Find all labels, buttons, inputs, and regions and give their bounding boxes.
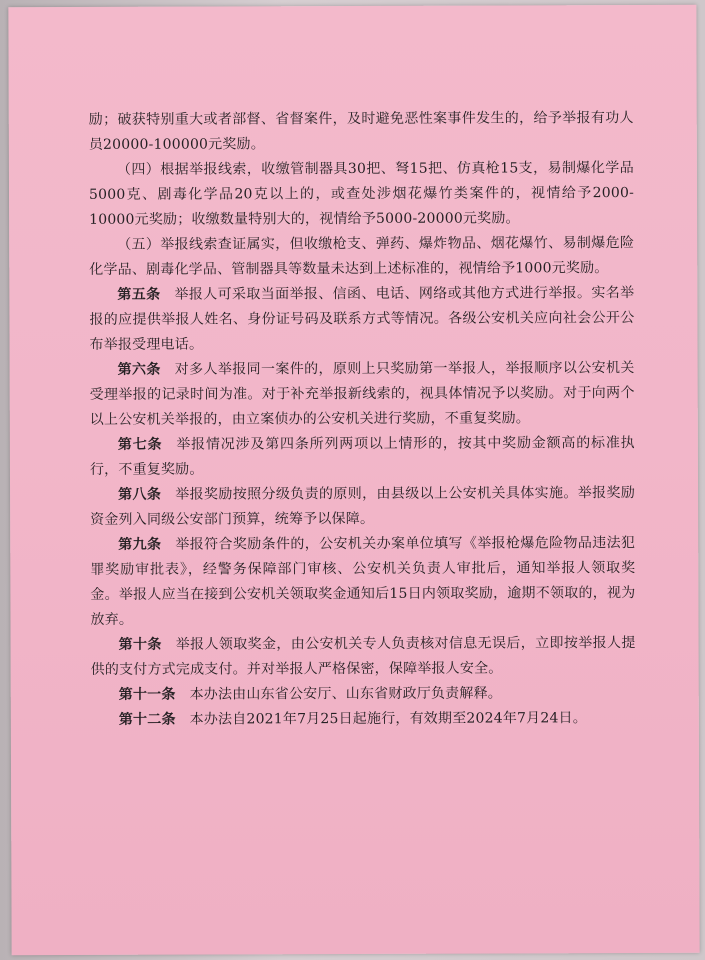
article-eight bbox=[90, 481, 635, 533]
pink-paper-sheet bbox=[8, 5, 699, 955]
paragraph-text: 举报人可采取当面举报、信函、电话、网络或其他方式进行举报。实名举报的应提供举报人姓名、身份证号码及联系方式等情况。各级公安机关应向社会公开公布举报受理电话。 bbox=[89, 285, 635, 353]
article-nine bbox=[90, 531, 635, 633]
article-heading: 第十条 bbox=[118, 636, 162, 653]
paragraph-text: 举报奖励按照分级负责的原则，由县级以上公安机关具体实施。举报奖励资金列入同级公安部门预算，统筹予以保障。 bbox=[90, 485, 636, 528]
paragraph-item-five bbox=[89, 231, 634, 283]
paragraph-item-four bbox=[89, 156, 634, 233]
paragraph-text: 励；破获特别重大或者部督、省督案件，及时避免恶性案事件发生的，给予举报有功人员20000-100000元奖励。 bbox=[88, 110, 634, 153]
paragraph-text: 举报情况涉及第四条所列两项以上情形的，按其中奖励金额高的标准执行，不重复奖励。 bbox=[89, 435, 635, 478]
paragraph-text: 本办法由山东省公安厅、山东省财政厅负责解释。 bbox=[189, 685, 502, 703]
paragraph-text: 举报符合奖励条件的，公安机关办案单位填写《举报枪爆危险物品违法犯罪奖励审批表》，经警务保障部门审核、公安机关负责人审批后，通知举报人领取奖金。举报人应当在接到公安机关领取奖金通知后15日内领取奖励，逾期不领取的，视为放弃。 bbox=[90, 535, 636, 628]
article-ten bbox=[91, 631, 636, 683]
article-heading: 第十二条 bbox=[118, 711, 176, 728]
article-six bbox=[90, 356, 635, 433]
article-heading: 第七条 bbox=[117, 436, 163, 453]
article-heading: 第六条 bbox=[117, 361, 161, 378]
paragraph-reward-continuation bbox=[89, 106, 634, 158]
article-twelve bbox=[91, 706, 636, 733]
article-heading: 第十一条 bbox=[118, 686, 176, 703]
paragraph-text: （五）举报线索查证属实，但收缴枪支、弹药、爆炸物品、烟花爆竹、易制爆危险化学品、剧毒化学品、管制器具等数量未达到上述标准的，视情给予1000元奖励。 bbox=[89, 235, 635, 278]
article-heading: 第九条 bbox=[118, 536, 162, 553]
article-heading: 第五条 bbox=[117, 286, 161, 303]
paragraph-text: 本办法自2021年7月25日起施行，有效期至2024年7月24日。 bbox=[189, 710, 587, 728]
paragraph-text: （四）根据举报线索，收缴管制器具30把、弩15把、仿真枪15支，易制爆化学品5000克、剧毒化学品20克以上的，或查处涉烟花爆竹类案件的，视情给予2000-10000元奖励；收缴数量特别大的，视情给予5000-20000元奖励。 bbox=[88, 160, 635, 228]
article-eleven bbox=[91, 681, 636, 708]
article-five bbox=[89, 281, 634, 358]
paragraph-text: 对多人举报同一案件的，原则上只奖励第一举报人，举报顺序以公安机关受理举报的记录时间为准。对于补充举报新线索的，视具体情况予以奖励。对于向两个以上公安机关举报的，由立案侦办的公安机关进行奖励，不重复奖励。 bbox=[89, 360, 635, 428]
document-body bbox=[89, 106, 636, 733]
article-seven bbox=[90, 431, 635, 483]
paragraph-text: 举报人领取奖金，由公安机关专人负责核对信息无误后，立即按举报人提供的支付方式完成支付。并对举报人严格保密，保障举报人安全。 bbox=[90, 635, 636, 678]
article-heading: 第八条 bbox=[118, 486, 162, 503]
